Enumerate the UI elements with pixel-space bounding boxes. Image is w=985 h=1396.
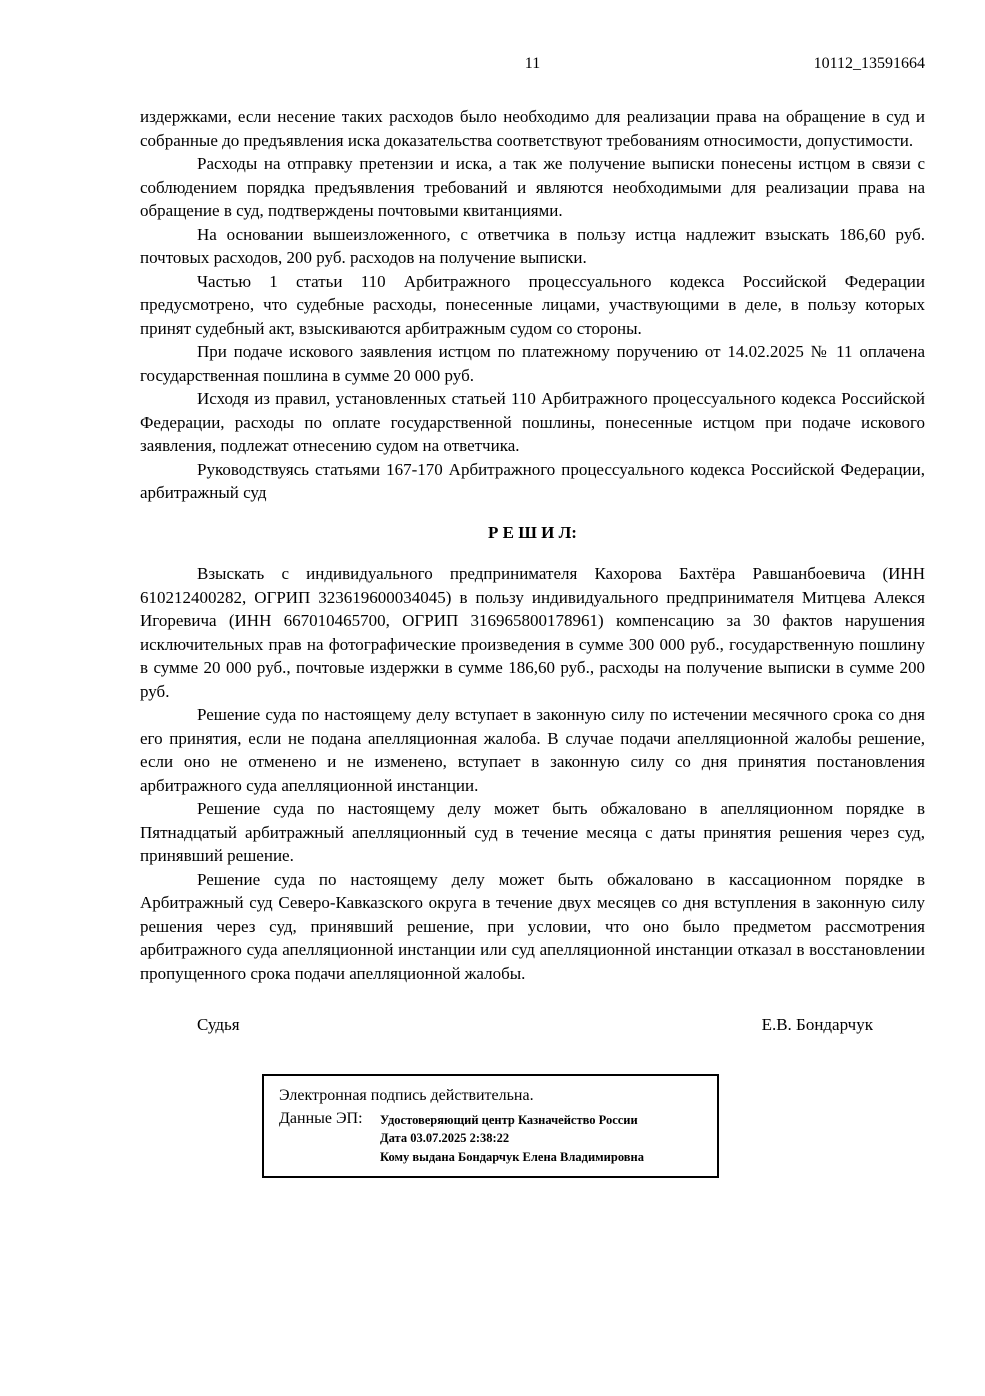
judge-name: Е.В. Бондарчук [761, 1015, 873, 1034]
stamp-detail-line: Удостоверяющий центр Казначейство России [380, 1112, 638, 1127]
signature-row [140, 1013, 925, 1037]
paragraph: Взыскать с индивидуального предпринимателя Кахорова Бахтёра Равшанбоевича (ИНН 610212400282, ОГРИП 323619600034045) в пользу индивидуального предпринимателя Митцева Алекся Игоревича (ИНН 667010465700, ОГРИП 316965800178961) компенсацию за 30 фактов нарушения исключительных прав на фотографические произведения в сумме 300 000 руб., государственную пошлину в сумме 20 000 руб., почтовые издержки в сумме 186,60 руб., расходы на получение выписки в сумме 200 руб. [140, 564, 925, 701]
paragraph: При подаче искового заявления истцом по платежному поручению от 14.02.2025 № 11 оплачена государственная пошлина в сумме 20 000 руб. [140, 342, 925, 385]
page-header [140, 54, 925, 74]
page-number: 11 [524, 55, 541, 72]
stamp-data-row [279, 1109, 707, 1167]
paragraph: Частью 1 статьи 110 Арбитражного процессуального кодекса Российской Федерации предусмотрено, что судебные расходы, понесенные лицами, участвующими в деле, в пользу которых принят судебный акт, взыскиваются арбитражным судом со стороны. [140, 271, 925, 338]
electronic-signature-stamp [262, 1074, 719, 1179]
paragraph: Руководствуясь статьями 167-170 Арбитражного процессуального кодекса Российской Федерации, арбитражный суд [140, 459, 925, 502]
paragraph: Решение суда по настоящему делу может быть обжаловано в кассационном порядке в Арбитражный суд Северо-Кавказского округа в течение двух месяцев со дня вступления в законную силу решения через суд, принявший решение, при условии, что оно было предметом рассмотрения арбитражного суда апелляционной инстанции или суд апелляционной инстанции отказал в восстановлении пропущенного срока подачи апелляционной жалобы. [140, 869, 925, 983]
stamp-validity-text: Электронная подпись действительна. [279, 1086, 534, 1104]
judge-label: Судья [197, 1015, 240, 1034]
stamp-data-label: Данные ЭП: [279, 1109, 363, 1127]
paragraph: Исходя из правил, установленных статьей 110 Арбитражного процессуального кодекса Российской Федерации, расходы по оплате государственной пошлины, понесенные истцом при подаче искового заявления, подлежат отнесению судом на ответчика. [140, 389, 925, 455]
stamp-details [380, 1109, 644, 1167]
paragraph: издержками, если несение таких расходов было необходимо для реализации права на обращение в суд и собранные до предъявления иска доказательства соответствуют требованиям относимости, допустимости. [140, 107, 925, 150]
document-body [140, 105, 925, 985]
paragraph: На основании вышеизложенного, с ответчика в пользу истца надлежит взыскать 186,60 руб. почтовых расходов, 200 руб. расходов на получение выписки. [140, 224, 925, 267]
document-id: 10112_13591664 [813, 55, 925, 72]
paragraph: Решение суда по настоящему делу вступает в законную силу по истечении месячного срока со дня его принятия, если не подана апелляционная жалоба. В случае подачи апелляционной жалобы решение, если оно не отменено и не изменено, вступает в законную силу со дня принятия постановления арбитражного суда апелляционной инстанции. [140, 705, 925, 795]
paragraph: Решение суда по настоящему делу может быть обжаловано в апелляционном порядке в Пятнадцатый арбитражный апелляционный суд в течение месяца с даты принятия решения через суд, принявший решение. [140, 799, 925, 865]
resolution-heading: Р Е Ш И Л: [488, 522, 577, 542]
stamp-detail-line: Кому выдана Бондарчук Елена Владимировна [380, 1149, 644, 1164]
stamp-detail-line: Дата 03.07.2025 2:38:22 [380, 1131, 510, 1145]
paragraph: Расходы на отправку претензии и иска, а так же получение выписки понесены истцом в связи с соблюдением порядка предъявления требований и являются необходимыми для реализации права на обращение в суд, подтверждены почтовыми квитанциями. [140, 154, 925, 220]
